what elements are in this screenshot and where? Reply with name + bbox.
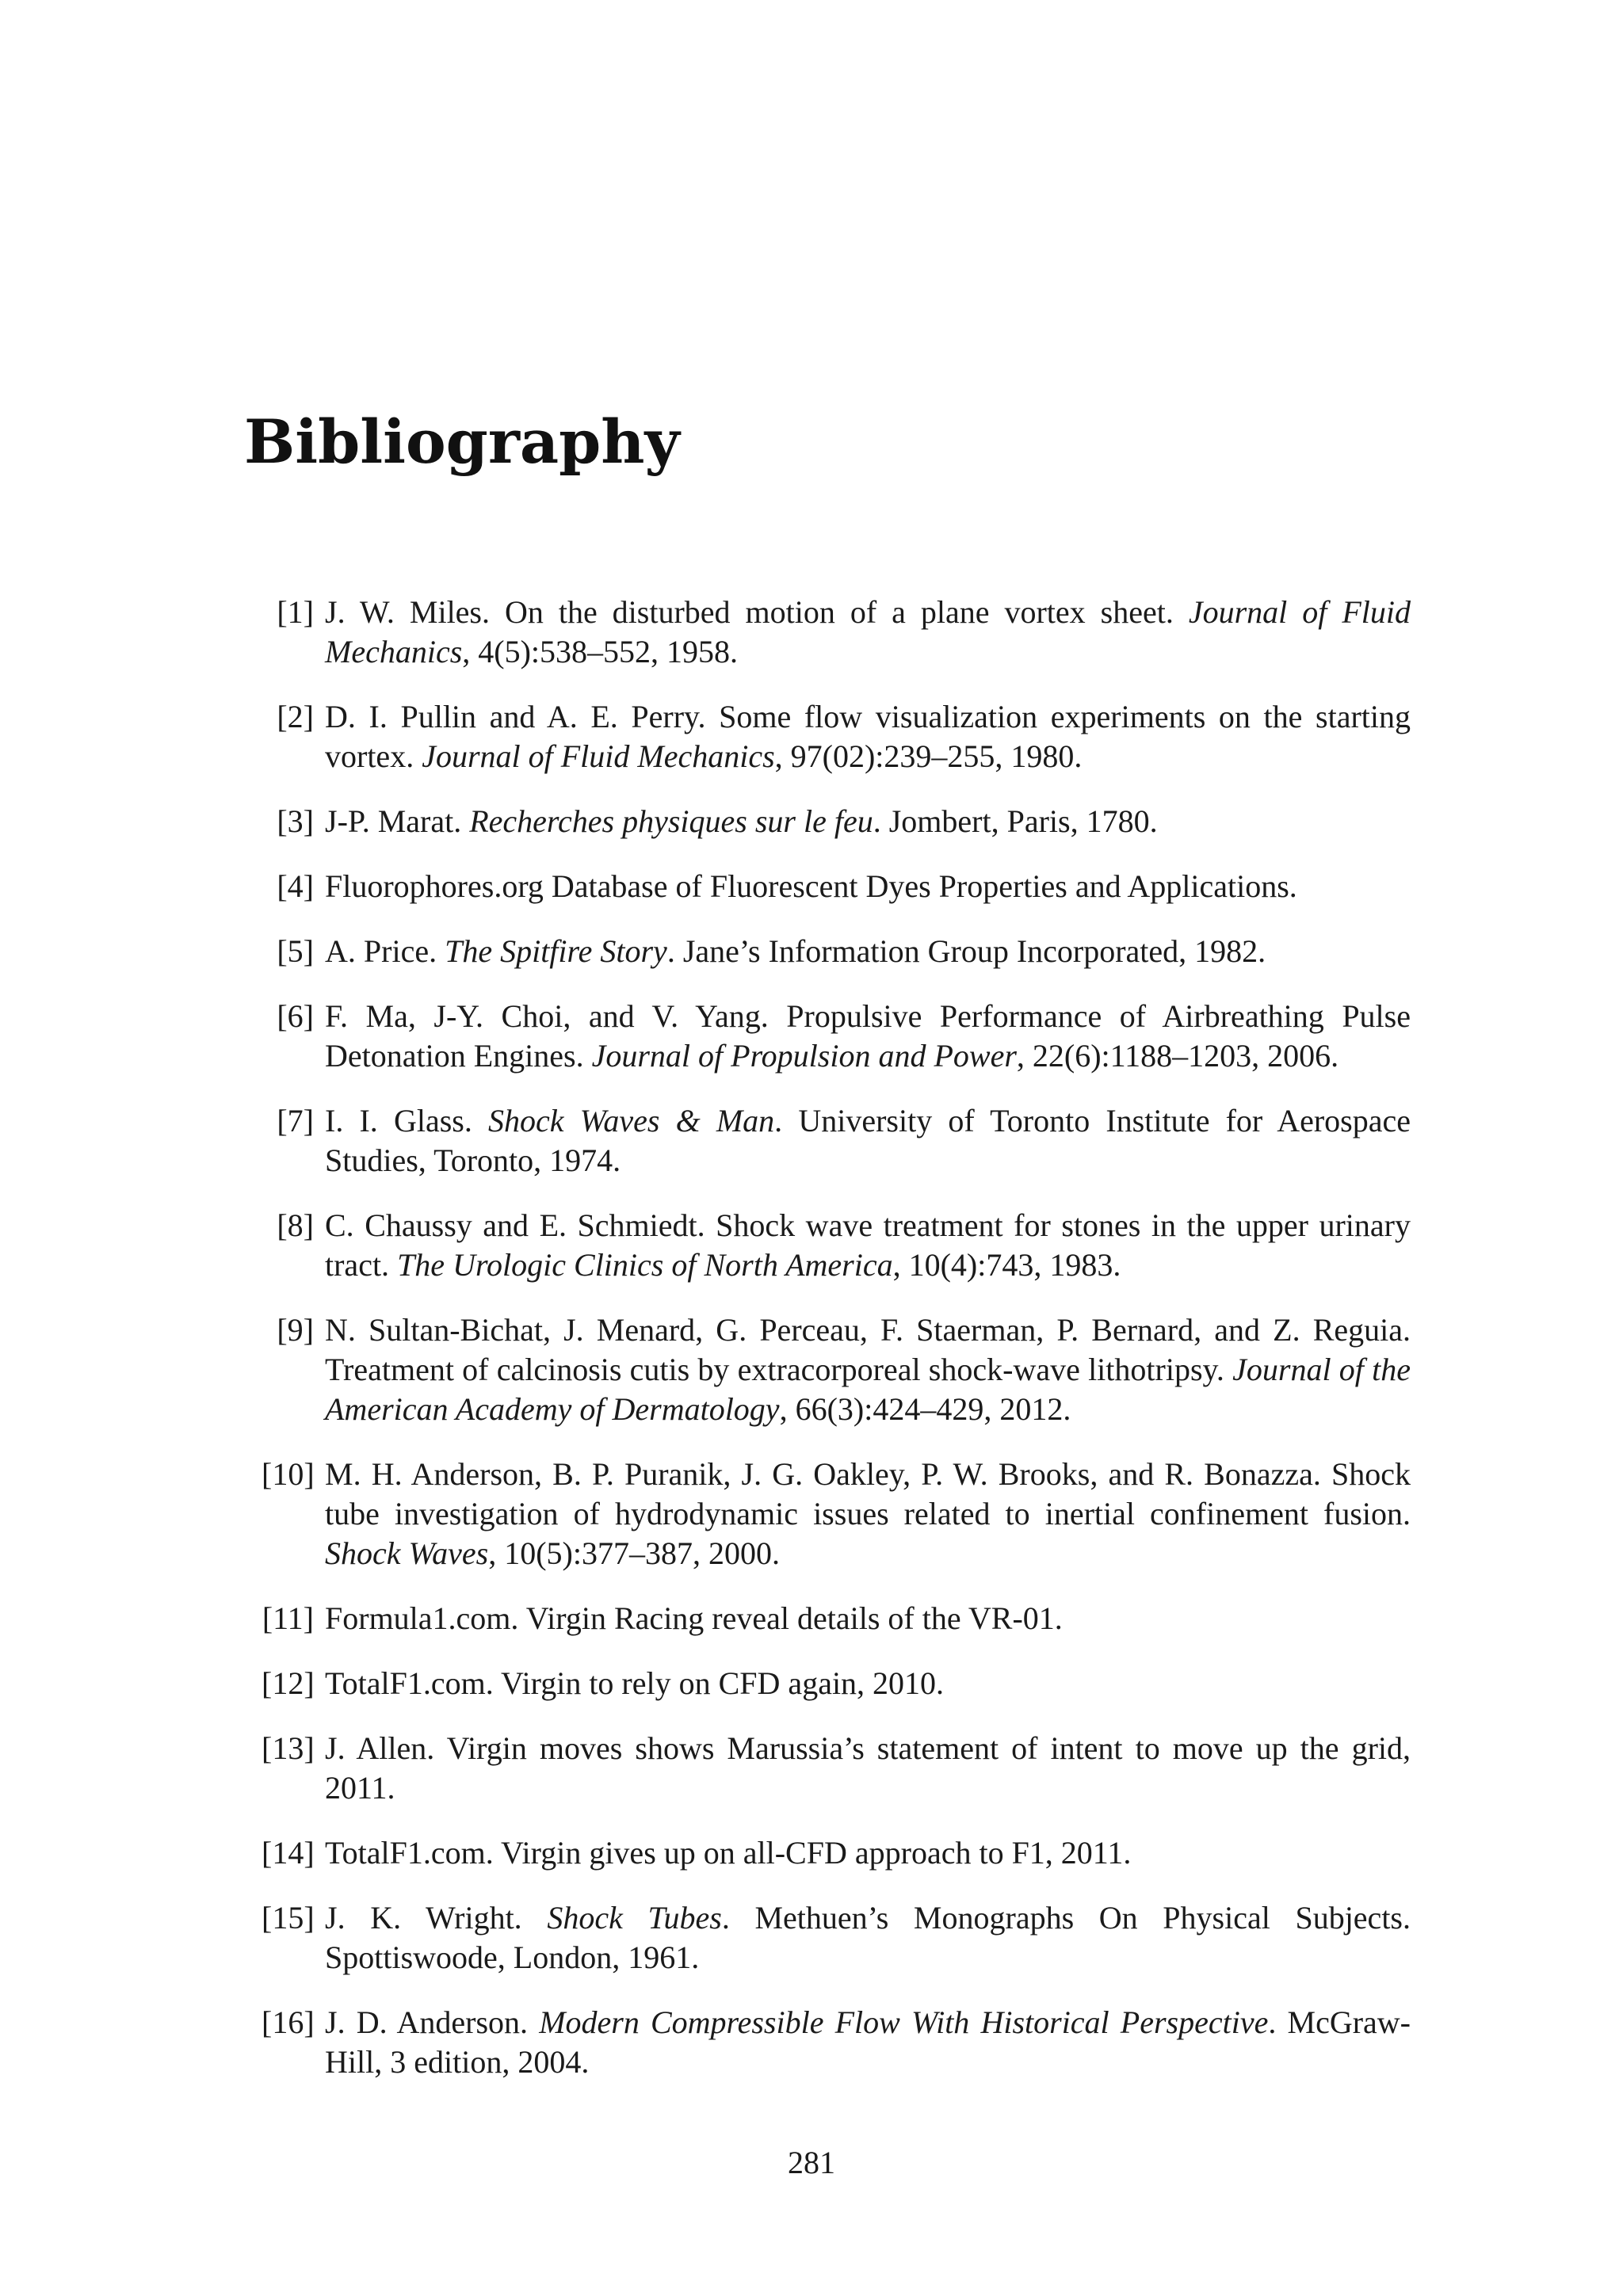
- reference-source-italic: Journal of the American Academy of Dermatology: [325, 1352, 1411, 1427]
- reference-text: Fluorophores.org Database of Fluorescent Dyes Properties and Applications.: [325, 868, 1297, 904]
- reference-details: . Methuen’s Monographs On Physical Subjects. Spottiswoode, London, 1961.: [325, 1900, 1411, 1975]
- reference-label: [10]: [262, 1456, 315, 1492]
- reference-details: . Jombert, Paris, 1780.: [873, 803, 1158, 839]
- reference-text: J. D. Anderson.: [325, 2004, 540, 2040]
- reference-text: J. W. Miles. On the disturbed motion of a plane vortex sheet.: [325, 594, 1189, 630]
- reference-entry: [262, 697, 1411, 776]
- reference-entry: [262, 932, 1411, 971]
- reference-entry: [262, 997, 1411, 1076]
- reference-entry: [262, 1664, 1411, 1703]
- reference-text: I. I. Glass.: [325, 1103, 489, 1138]
- reference-source-italic: Shock Waves: [325, 1535, 489, 1571]
- reference-entry: [262, 1206, 1411, 1285]
- reference-text: C. Chaussy and E. Schmiedt. Shock wave treatment for stones in the upper urinary tract.: [325, 1207, 1411, 1283]
- reference-label: [14]: [262, 1835, 315, 1871]
- reference-label: [6]: [277, 998, 314, 1034]
- reference-source-italic: The Urologic Clinics of North America: [397, 1247, 893, 1283]
- reference-text: J-P. Marat.: [325, 803, 470, 839]
- reference-label: [2]: [277, 699, 314, 734]
- reference-text: TotalF1.com. Virgin gives up on all-CFD approach to F1, 2011.: [325, 1835, 1132, 1871]
- reference-source-italic: Journal of Fluid Mechanics: [325, 594, 1411, 669]
- reference-entry: [262, 802, 1411, 841]
- reference-source-italic: Recherches physiques sur le feu: [469, 803, 873, 839]
- reference-text: N. Sultan-Bichat, J. Menard, G. Perceau, F. Staerman, P. Bernard, and Z. Reguia. Treatment of calcinosis cutis by extracorporeal shock-wave lithotripsy.: [325, 1312, 1411, 1387]
- reference-text: F. Ma, J-Y. Choi, and V. Yang. Propulsive Performance of Airbreathing Pulse Detonation Engines.: [325, 998, 1411, 1074]
- reference-details: , 97(02):239–255, 1980.: [774, 738, 1083, 774]
- reference-entry: [262, 1455, 1411, 1573]
- reference-details: . University of Toronto Institute for Aerospace Studies, Toronto, 1974.: [325, 1103, 1411, 1178]
- reference-source-italic: Journal of Fluid Mechanics: [422, 738, 775, 774]
- reference-entry: [262, 1729, 1411, 1808]
- reference-source-italic: Shock Tubes: [547, 1900, 722, 1936]
- reference-entry: [262, 593, 1411, 672]
- reference-text: J. Allen. Virgin moves shows Marussia’s statement of intent to move up the grid, 2011.: [325, 1730, 1411, 1806]
- reference-label: [11]: [262, 1600, 314, 1636]
- reference-label: [15]: [262, 1900, 315, 1936]
- reference-label: [3]: [277, 803, 314, 839]
- reference-label: [1]: [277, 594, 314, 630]
- reference-label: [16]: [262, 2004, 315, 2040]
- reference-label: [4]: [277, 868, 314, 904]
- reference-text: A. Price.: [325, 933, 445, 969]
- reference-label: [5]: [277, 933, 314, 969]
- reference-entry: [262, 1101, 1411, 1180]
- reference-details: , 22(6):1188–1203, 2006.: [1016, 1038, 1339, 1074]
- reference-entry: [262, 1833, 1411, 1873]
- reference-label: [8]: [277, 1207, 314, 1243]
- reference-entry: [262, 1310, 1411, 1429]
- reference-details: , 66(3):424–429, 2012.: [779, 1391, 1071, 1427]
- reference-text: Formula1.com. Virgin Racing reveal details of the VR-01.: [325, 1600, 1063, 1636]
- reference-details: , 10(5):377–387, 2000.: [488, 1535, 780, 1571]
- reference-details: . McGraw-Hill, 3 edition, 2004.: [325, 2004, 1411, 2080]
- reference-details: . Jane’s Information Group Incorporated, 1982.: [666, 933, 1266, 969]
- chapter-title: Bibliography: [244, 406, 680, 477]
- reference-entry: [262, 2003, 1411, 2082]
- reference-details: , 4(5):538–552, 1958.: [462, 634, 739, 669]
- reference-label: [9]: [277, 1312, 314, 1348]
- reference-source-italic: Shock Waves & Man: [488, 1103, 775, 1138]
- reference-text: M. H. Anderson, B. P. Puranik, J. G. Oakley, P. W. Brooks, and R. Bonazza. Shock tube investigation of hydrodynamic issues related to inertial confinement fusion.: [325, 1456, 1411, 1531]
- reference-source-italic: Journal of Propulsion and Power: [591, 1038, 1017, 1074]
- reference-text: J. K. Wright.: [325, 1900, 548, 1936]
- reference-label: [13]: [262, 1730, 315, 1766]
- reference-entry: [262, 867, 1411, 906]
- reference-text: TotalF1.com. Virgin to rely on CFD again, 2010.: [325, 1665, 945, 1701]
- reference-source-italic: The Spitfire Story: [445, 933, 667, 969]
- reference-details: , 10(4):743, 1983.: [892, 1247, 1121, 1283]
- reference-entry: [262, 1898, 1411, 1978]
- reference-source-italic: Modern Compressible Flow With Historical Perspective: [539, 2004, 1269, 2040]
- reference-entry: [262, 1599, 1411, 1638]
- reference-label: [12]: [262, 1665, 315, 1701]
- page-number: 281: [788, 2145, 835, 2180]
- bibliography-list: [262, 593, 1411, 2107]
- reference-label: [7]: [277, 1103, 314, 1138]
- reference-text: D. I. Pullin and A. E. Perry. Some flow visualization experiments on the starting vortex.: [325, 699, 1411, 774]
